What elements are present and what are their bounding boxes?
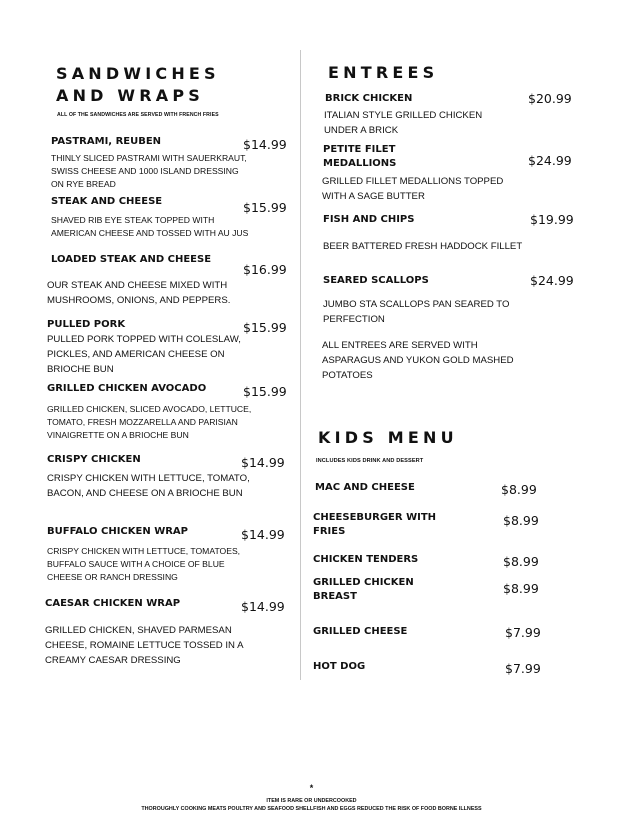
footer-line1: ITEM IS RARE OR UNDERCOOKED <box>266 798 357 804</box>
menu-item-description: PULLED PORK TOPPED WITH COLESLAW, PICKLES, AND AMERICAN CHEESE ON BRIOCHE BUN <box>47 334 241 375</box>
menu-item-description: ITALIAN STYLE GRILLED CHICKEN UNDER A BRICK <box>324 110 483 136</box>
menu-item-name: GRILLED CHICKEN AVOCADO <box>47 383 207 394</box>
menu-item-name: BUFFALO CHICKEN WRAP <box>47 526 188 537</box>
menu-item-price: $8.99 <box>503 554 539 569</box>
menu-item-description: BEER BATTERED FRESH HADDOCK FILLET <box>323 241 523 252</box>
menu-item-price: $14.99 <box>241 455 285 470</box>
menu-item-name: PULLED PORK <box>47 319 126 330</box>
menu-item-price: $7.99 <box>505 625 541 640</box>
menu-item-description: CRISPY CHICKEN WITH LETTUCE, TOMATO, BACON, AND CHEESE ON A BRIOCHE BUN <box>47 473 250 499</box>
menu-item-name: GRILLED CHICKEN BREAST <box>313 577 414 602</box>
menu-item-price: $24.99 <box>528 153 572 168</box>
menu-item-price: $20.99 <box>528 91 572 106</box>
menu-item-description: GRILLED CHICKEN, SLICED AVOCADO, LETTUCE, TOMATO, FRESH MOZZARELLA AND PARISIAN VINAIGRETTE ON A BRIOCHE BUN <box>47 404 252 440</box>
menu-item-description: THINLY SLICED PASTRAMI WITH SAUERKRAUT, SWISS CHEESE AND 1000 ISLAND DRESSING ON RYE BREAD <box>51 153 247 189</box>
menu-item-name: MAC AND CHEESE <box>315 482 415 493</box>
menu-item-name: SEARED SCALLOPS <box>323 275 429 286</box>
menu-item-name: CHEESEBURGER WITH FRIES <box>313 512 437 537</box>
menu-item-price: $15.99 <box>243 320 287 335</box>
menu-item-price: $15.99 <box>243 384 287 399</box>
menu-item-description: SHAVED RIB EYE STEAK TOPPED WITH AMERICAN CHEESE AND TOSSED WITH AU JUS <box>51 215 249 238</box>
menu-item-price: $8.99 <box>501 482 537 497</box>
menu-item-name: CHICKEN TENDERS <box>313 554 419 565</box>
menu-item-description: CRISPY CHICKEN WITH LETTUCE, TOMATOES, BUFFALO SAUCE WITH A CHOICE OF BLUE CHEESE OR RANCH DRESSING <box>47 546 241 582</box>
entrees-note: ALL ENTREES ARE SERVED WITH ASPARAGUS AND YUKON GOLD MASHED POTATOES <box>322 340 514 381</box>
menu-item-description: GRILLED CHICKEN, SHAVED PARMESAN CHEESE, ROMAINE LETTUCE TOSSED IN A CREAMY CAESAR DRESSING <box>45 625 243 666</box>
menu-item-name: FISH AND CHIPS <box>323 214 415 225</box>
menu-item-price: $14.99 <box>243 137 287 152</box>
menu-item-price: $16.99 <box>243 262 287 277</box>
menu-item-description: JUMBO STA SCALLOPS PAN SEARED TO PERFECTION <box>323 299 510 325</box>
menu-item-name: LOADED STEAK AND CHEESE <box>51 254 212 265</box>
sandwiches-title-line2: AND WRAPS <box>56 86 205 105</box>
menu-item-price: $7.99 <box>505 661 541 676</box>
kids-menu-title: KIDS MENU <box>318 428 458 447</box>
footer-line2: THOROUGHLY COOKING MEATS POULTRY AND SEAFOOD SHELLFISH AND EGGS REDUCED THE RISK OF FOOD BORNE ILLNESS <box>141 806 482 812</box>
footer-marker: * <box>309 783 314 793</box>
menu-item-name: PETITE FILET MEDALLIONS <box>323 144 397 169</box>
menu-item-name: CAESAR CHICKEN WRAP <box>45 598 181 609</box>
menu-item-description: OUR STEAK AND CHEESE MIXED WITH MUSHROOMS, ONIONS, AND PEPPERS. <box>47 280 231 306</box>
sandwiches-note: ALL OF THE SANDWICHES ARE SERVED WITH FRENCH FRIES <box>57 112 219 118</box>
menu-item-price: $14.99 <box>241 527 285 542</box>
menu-item-price: $8.99 <box>503 581 539 596</box>
menu-item-name: STEAK AND CHEESE <box>51 196 163 207</box>
menu-item-name: GRILLED CHEESE <box>313 626 408 637</box>
menu-item-name: PASTRAMI, REUBEN <box>51 136 162 147</box>
entrees-title: ENTREES <box>328 63 439 82</box>
menu-item-name: CRISPY CHICKEN <box>47 454 141 465</box>
column-divider <box>300 50 301 680</box>
menu-item-price: $14.99 <box>241 599 285 614</box>
sandwiches-title-line1: SANDWICHES <box>56 64 220 83</box>
menu-item-price: $19.99 <box>530 212 574 227</box>
menu-item-name: HOT DOG <box>313 661 366 672</box>
kids-menu-note: INCLUDES KIDS DRINK AND DESSERT <box>316 458 424 464</box>
menu-item-price: $8.99 <box>503 513 539 528</box>
menu-item-name: BRICK CHICKEN <box>325 93 413 104</box>
menu-item-price: $24.99 <box>530 273 574 288</box>
menu-item-price: $15.99 <box>243 200 287 215</box>
menu-item-description: GRILLED FILLET MEDALLIONS TOPPED WITH A SAGE BUTTER <box>322 176 504 202</box>
